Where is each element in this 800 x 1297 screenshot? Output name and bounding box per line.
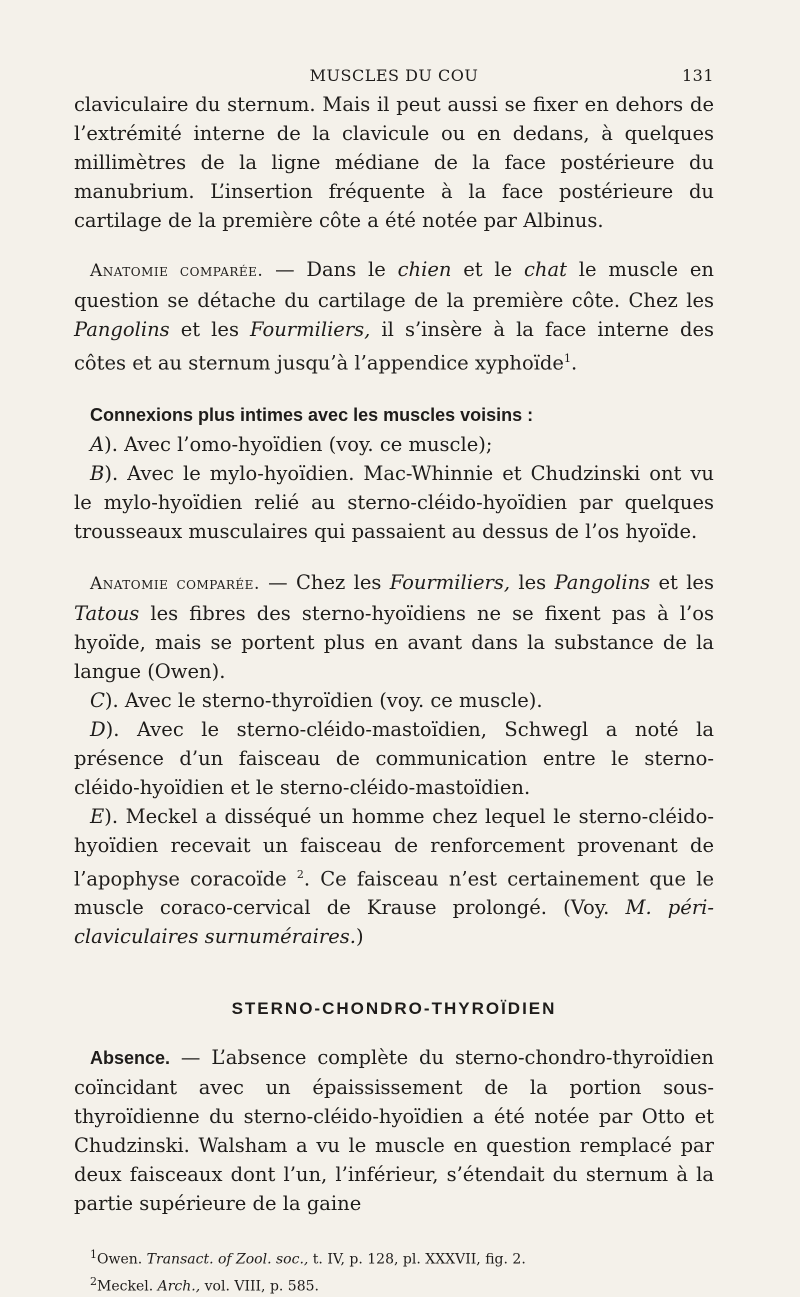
running-title: MUSCLES DU COU xyxy=(309,66,479,85)
section-label: Anatomie comparée. xyxy=(90,261,264,281)
footnote-ref: 1 xyxy=(563,352,571,365)
list-item-c: C). Avec le sterno-thyroïdien (voy. ce muscle). xyxy=(90,688,543,712)
connexions-heading: Connexions plus intimes avec les muscles voisins : xyxy=(90,404,534,425)
paragraph-comparative-anatomy-1: Anatomie comparée. — Dans le chien et le chat le muscle en question se détache du cartilage de la première côte. Chez les Pangolins et les Fourmiliers, il s’insère à la face interne des côtes et au sternum jusqu’à l’appendice xyphoïde$^1$. xyxy=(74,258,715,375)
footnote-ref: 2 xyxy=(296,867,304,881)
footnote-2: $^2$Meckel. Arch., vol. VIII, p. 585. xyxy=(90,1274,319,1295)
paragraph-comparative-anatomy-2: Anatomie comparée. — Chez les Fourmiliers, les Pangolins et les Tatous les fibres des sterno-hyoïdiens ne se fixent pas à l’os hyoïde, mais se portent plus en avant dans la substance de la langue (Owen). xyxy=(74,570,714,683)
paragraph-continuation: claviculaire du sternum. Mais il peut aussi se fixer en dehors de l’extrémité interne de la clavicule ou en dedans, à quelques millimètres de la ligne médiane de la face postérieure du manubrium. L’insertion fréquente à la face postérieure du cartilage de la première côte a été notée par Albinus. xyxy=(74,93,714,232)
page-number: 131 xyxy=(681,66,714,85)
footnotes xyxy=(74,1244,714,1297)
absence-label: Absence. xyxy=(90,1048,171,1068)
section-title: STERNO-CHONDRO-THYROÏDIEN xyxy=(231,999,557,1018)
footnote-1: $^1$Owen. Transact. of Zool. soc., t. IV, p. 128, pl. XXXVII, fig. 2. xyxy=(90,1248,526,1268)
section-label: Anatomie comparée. xyxy=(90,573,260,594)
list-item-b: B). Avec le mylo-hyoïdien. Mac-Whinnie et Chudzinski ont vu le mylo-hyoïdien relié au sterno-cléido-hyoïdien par quelques trousseaux musculaires qui passaient au dessus de l’os hyoïde. xyxy=(74,461,714,543)
list-item-d: D). Avec le sterno-cléido-mastoïdien, Schwegl a noté la présence d’un faisceau de communication entre le sterno-cléido-hyoïdien et le sterno-cléido-mastoïdien. xyxy=(74,717,714,799)
running-header xyxy=(74,62,714,90)
list-item-a: A). Avec l’omo-hyoïdien (voy. ce muscle); xyxy=(90,432,493,456)
list-item-e: E). Meckel a disséqué un homme chez lequel le sterno-cléido-hyoïdien recevait un faisceau de renforcement provenant de l’apophyse coracoïde $^2$. Ce faisceau n’est certainement que le muscle coraco-cervical de Krause prolongé. (Voy. M. péri-claviculaires surnuméraires.) xyxy=(74,804,714,948)
paragraph-absence: Absence. — L’absence complète du sterno-chondro-thyroïdien coïncidant avec un épaississement de la portion sous-thyroïdienne du sterno-cléido-hyoïdien a été notée par Otto et Chudzinski. Walsham a vu le muscle en question remplacé par deux faisceaux dont l’un, l’inférieur, s’étendait du sternum à la partie supérieure de la gaine xyxy=(74,1046,714,1215)
